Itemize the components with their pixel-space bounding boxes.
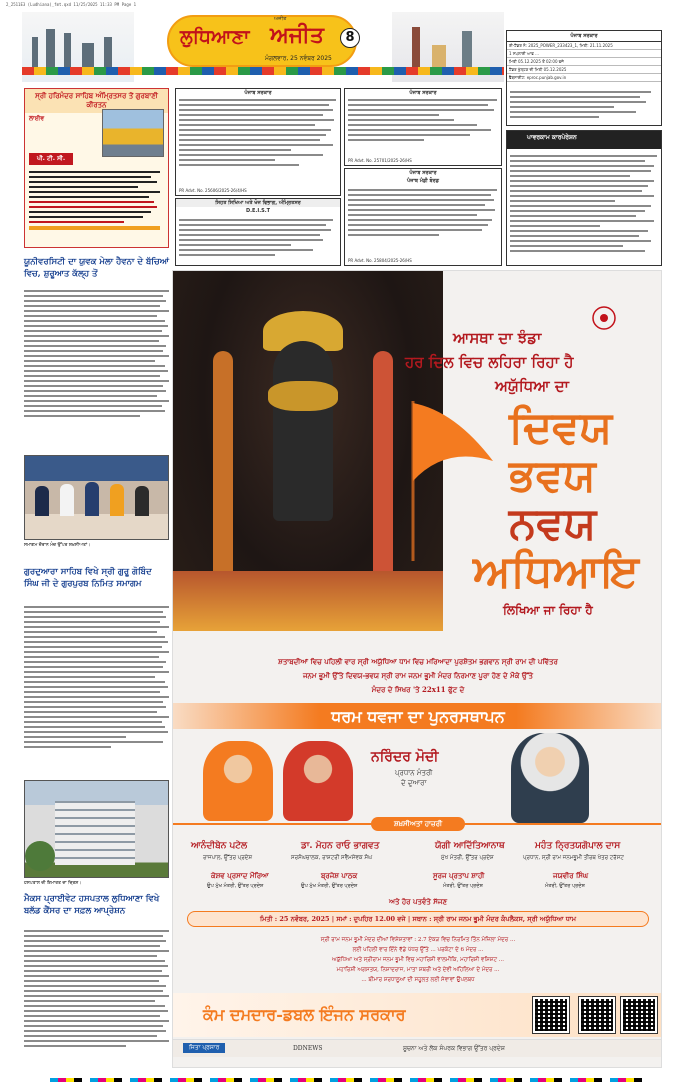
notice-advt-number: PR Advt. No. 25606/2025-26/4/HS: [179, 188, 247, 193]
tender-row: ਮਿਤੀ 05.12.2025 ਤੋਂ 02:00 ਵਜੇ: [507, 58, 661, 66]
temple-features: ਮਹਾਰਿਸ਼ੀ ਅਗਸਤਯ, ਨਿਸ਼ਾਦਰਾਜ, ਮਾਤਾ ਸ਼ਬਰੀ ਅਤੇ ਦੇਵੀ ਅਹਿਲਿਆ ਦੇ ਮੰਦਰ ...: [336, 967, 500, 973]
temple-features: ਲਈ ਪਹਿਲੀ ਵਾਰ ਇੰਨੇ ਵੱਡੇ ਪੱਧਰ ਉੱਤੇ ... ਪਰਕੋਟਾ ਦੇ 6 ਮੰਦਰ ...: [352, 947, 484, 953]
portrait-yogi: [203, 741, 273, 821]
article-headline: ਯੂਨੀਵਰਸਿਟੀ ਦਾ ਯੁਵਕ ਮੇਲਾ ਹੈਵਨਾ ਦੇ ਬੱਚਿਆਂ ਵਿਚ, ਸ਼ੁਰੂਆਤ ਕੱਲ੍ਹ ਤੋਂ: [24, 257, 170, 279]
golden-temple-image: [102, 109, 164, 157]
saffron-flag-icon: [405, 391, 495, 561]
article-body: [24, 930, 169, 1050]
masthead-color-strip: [22, 67, 504, 75]
ad-intro: ਮੰਦਰ ਦੇ ਸਿਖਰ 'ਤੇ 22x11 ਫੁੱਟ ਦੇ: [371, 685, 465, 694]
ad-title: ਸ੍ਰੀ ਹਰਿਮੰਦਰ ਸਾਹਿਬ ਅੰਮ੍ਰਿਤਸਰ ਤੋਂ ਗੁਰਬਾਣੀ ਕੀਰਤਨ: [25, 89, 168, 113]
tender-row: ਟੈਂਡਰ ਖੁੱਲ੍ਹਣ ਦੀ ਮਿਤੀ 05.12.2025: [507, 66, 661, 74]
notice-subheader: D.E.I.S.T: [245, 208, 271, 214]
ad-headline: ਧਰਮ ਧਵਜਾ ਦਾ ਪੁਨਰਸਥਾਪਨ: [331, 707, 505, 726]
guest-name: ਬ੍ਰਜੇਸ਼ ਪਾਠਕ: [321, 871, 358, 880]
chief-guest-name: ਨਰਿੰਦਰ ਮੋਦੀ: [371, 749, 439, 765]
event-stage-photo: [24, 455, 169, 540]
notice-header: ਪੰਜਾਬ ਸਰਕਾਰ: [244, 90, 272, 96]
portrait-prime-minister: [511, 733, 589, 823]
emblem-icon: [591, 305, 617, 331]
tender-row: 1 ਸਪਲਾਈ ਆਫ ...: [507, 50, 661, 58]
ad-headline-word: ਦਿਵਯ: [509, 402, 613, 453]
notice-header: ਸਿਹਤ ਸਿਖਿਆ ਅਤੇ ਖੋਜ ਵਿਭਾਗ, ਅੰਮ੍ਰਿਤਸਰ: [176, 199, 340, 207]
issue-date: ਮੰਗਲਵਾਰ, 25 ਨਵੰਬਰ 2025: [265, 55, 332, 62]
ad-tagline: ਆਸਥਾ ਦਾ ਝੰਡਾ: [453, 329, 542, 347]
tender-row: ਈ-ਟੈਂਡਰ ਨੰ: 2025_POWER_233423_1, ਮਿਤੀ: 21.11.2025: [507, 42, 661, 50]
guest-name: ਜਯਵੀਰ ਸਿੰਘ: [553, 871, 589, 880]
edition-label: ਅਜੀਤ: [274, 16, 287, 22]
footer-right: ਸੂਚਨਾ ਅਤੇ ਲੋਕ ਸੰਪਰਕ ਵਿਭਾਗ ਉੱਤਰ ਪ੍ਰਦੇਸ਼: [403, 1045, 505, 1052]
footer-left: ਜਿਤਾ ਪ੍ਰਸਾਰ: [183, 1043, 225, 1053]
others-note: ਅਤੇ ਹੋਰ ਪਤਵੰਤੇ ਸੱਜਣ: [388, 897, 448, 906]
ad-tagline: ਹਰ ਦਿਲ ਵਿਚ ਲਹਿਰਾ ਰਿਹਾ ਹੈ: [405, 353, 574, 371]
notice-subheader: ਪੰਜਾਬ ਮੰਡੀ ਬੋਰਡ: [406, 178, 440, 184]
ad-headline-word: ਨਵਯ: [509, 498, 597, 549]
notice-advt-number: PR Advt. No. 25701/2025-26/HS: [348, 158, 412, 163]
guest-role: ਰਾਜਪਾਲ, ਉੱਤਰ ਪ੍ਰਦੇਸ਼: [203, 855, 253, 861]
guest-role: ਮੁੱਖ ਮੰਤਰੀ, ਉੱਤਰ ਪ੍ਰਦੇਸ਼: [441, 855, 494, 861]
ad-tagline: ਅਯੁੱਧਿਆ ਦਾ: [495, 377, 569, 395]
ayodhya-temple-ad: [172, 270, 662, 1068]
photo-caption: ਹਸਪਤਾਲ ਦੀ ਇਮਾਰਤ ਦਾ ਦ੍ਰਿਸ਼।: [24, 881, 82, 886]
hospital-building-photo: [24, 780, 169, 878]
govt-notice-4: [344, 168, 502, 266]
ad-headline-word: ਭਵਯ: [509, 450, 596, 501]
ad-tagline: ਲਿਖਿਆ ਜਾ ਰਿਹਾ ਹੈ: [503, 603, 593, 617]
temple-features: ਅਯੁੱਧਿਆ ਅਤੇ ਸ੍ਰੀਰਾਮ ਜਨਮ ਭੂਮੀ ਵਿਚ ਮਹਾਰਿਸ਼ੀ ਵਾਲਮੀਕਿ, ਮਹਾਰਿਸ਼ੀ ਵਸ਼ਿਸ਼ਟ ...: [332, 957, 504, 963]
guest-role: ਸਰਸੰਘਚਾਲਕ, ਰਾਸ਼ਟਰੀ ਸਵੈਮਸੇਵਕ ਸੰਘ: [291, 855, 373, 861]
portrait-governor: [283, 741, 353, 821]
guest-role: ਉਪ ਮੁੱਖ ਮੰਤਰੀ, ਉੱਤਰ ਪ੍ਰਦੇਸ਼: [301, 883, 358, 889]
ram-lalla-idol-image: [173, 271, 443, 631]
newspaper-brand: ਅਜੀਤ: [270, 22, 324, 48]
kirtan-broadcast-ad: [24, 88, 169, 248]
notice-header: ਪੰਜਾਬ ਸਰਕਾਰ: [409, 170, 437, 176]
footer-mid: DDNEWS: [293, 1045, 323, 1052]
chief-guest-role: ਦੇ ਦੁਆਰਾ: [401, 779, 427, 787]
guest-role: ਮੰਤਰੀ, ਉੱਤਰ ਪ੍ਰਦੇਸ਼: [443, 883, 483, 889]
guest-role: ਉਪ ਮੁੱਖ ਮੰਤਰੀ, ਉੱਤਰ ਪ੍ਰਦੇਸ਼: [207, 883, 264, 889]
guest-name: ਮਹੰਤ ਨ੍ਰਿਤਯਗੋਪਾਲ ਦਾਸ: [535, 841, 621, 851]
channel-badge: ਪੀ. ਟੀ. ਸੀ.: [29, 153, 73, 165]
chief-guest-role: ਪ੍ਰਧਾਨ ਮੰਤਰੀ: [395, 769, 433, 777]
tender-row: ਵੈੱਬਸਾਈਟ: eproc.punjab.gov.in: [507, 74, 661, 82]
notice-header: ਪੰਜਾਬ ਸਰਕਾਰ: [409, 90, 437, 96]
corporation-name: ਪਾਵਰਕਾਮ ਕਾਰਪੋਰੇਸ਼ਨ: [507, 131, 661, 149]
article-body: [24, 606, 169, 751]
article-headline: ਮੈਕਸ ਪ੍ਰਾਈਵੇਟ ਹਸਪਤਾਲ ਲੁਧਿਆਣਾ ਵਿਖੇ ਬਲੱਡ ਕੈਂਸਰ ਦਾ ਸਫ਼ਲ ਆਪ੍ਰੇਸ਼ਨ: [24, 894, 160, 916]
qr-code-icon: [621, 997, 657, 1033]
guest-name: ਯੋਗੀ ਆਦਿੱਤਿਆਨਾਥ: [435, 841, 505, 851]
photo-caption: ਸਮਾਗਮ ਦੌਰਾਨ ਮੰਚ ਉੱਪਰ ਸ਼ਖ਼ਸੀਅਤਾਂ।: [24, 543, 91, 548]
guests-label: ਸ਼ਖ਼ਸੀਅਤਾਂ ਹਾਜ਼ਰੀ: [371, 817, 465, 831]
ad-headline-word: ਅਧਿਆਇ: [473, 546, 639, 597]
temple-features: ... ਬੀਮਾਰ ਸ਼ਰਧਾਲੂਆਂ ਦੀ ਸਹੂਲਤ ਲਈ ਸੇਵਾਵਾਂ ਉਪਲਬਧ: [361, 977, 475, 983]
qr-code-icon: [533, 997, 569, 1033]
article-body: [24, 290, 169, 420]
qr-code-icon: [579, 997, 615, 1033]
guest-name: ਆਨੰਦੀਬੇਨ ਪਟੇਲ: [191, 841, 248, 851]
ad-intro: ਸ਼ਤਾਬਦੀਆਂ ਵਿਚ ਪਹਿਲੀ ਵਾਰ ਸ੍ਰੀ ਅਯੁੱਧਿਆ ਧਾਮ ਵਿਚ ਮਰਿਆਦਾ ਪੁਰਸ਼ੋਤਮ ਭਗਵਾਨ ਸ੍ਰੀ ਰਾਮ ਦੀ ਪਵਿੱਤਰ: [278, 657, 558, 666]
guest-role: ਪ੍ਰਧਾਨ, ਸ੍ਰੀ ਰਾਮ ਜਨਮਭੂਮੀ ਤੀਰਥ ਖੇਤਰ ਟਰੱਸਟ: [523, 855, 624, 861]
temple-features: ਸ੍ਰੀ ਰਾਮ ਜਨਮ ਭੂਮੀ ਮੰਦਰ ਦੀਆਂ ਵਿਸ਼ੇਸ਼ਤਾਵਾਂ : 2.7 ਏਕੜ ਵਿਚ ਨਿਰਮਿਤ ਤਿੰਨ ਮੰਜ਼ਿਲਾ ਮੰਦਰ ...: [320, 937, 516, 943]
tender-notice-top-right: [506, 30, 662, 126]
bottom-slogan: ਕੰਮ ਦਮਦਾਰ-ਡਬਲ ਇੰਜਨ ਸਰਕਾਰ: [203, 1005, 406, 1024]
page-number: 8: [340, 28, 360, 48]
masthead: [22, 12, 504, 82]
govt-notice-3: [175, 198, 341, 266]
guest-name: ਡਾ. ਮੋਹਨ ਰਾਓ ਭਾਗਵਤ: [301, 841, 380, 851]
edition-name: ਲੁਧਿਆਣਾ: [180, 26, 250, 48]
notice-advt-number: PR Advt. No. 25804/2025-26/HS: [348, 258, 412, 263]
tender-header: ਪੰਜਾਬ ਸਰਕਾਰ: [507, 31, 661, 42]
event-schedule: ਮਿਤੀ : 25 ਨਵੰਬਰ, 2025 | ਸਮਾਂ : ਦੁਪਹਿਰ 12.00 ਵਜੇ | ਸਥਾਨ : ਸ੍ਰੀ ਰਾਮ ਜਨਮ ਭੂਮੀ ਮੰਦਰ ਕੰਪਲੈਕਸ, ਸ੍ਰੀ ਅਯੁੱਧਿਆ ਧਾਮ: [259, 915, 576, 923]
print-color-bar: [50, 1078, 650, 1082]
govt-notice-1: [175, 88, 341, 196]
govt-notice-2: [344, 88, 502, 166]
print-slug: 2_2511E3 (Ludhiana)_fmt.qxd 11/25/2025 11:33 PM Page 1: [6, 2, 137, 7]
ad-intro: ਜਨਮ ਭੂਮੀ ਉੱਤੇ ਦਿਵਯ-ਭਵਯ ਸ੍ਰੀ ਰਾਮ ਜਨਮ ਭੂਮੀ ਮੰਦਰ ਨਿਰਮਾਣ ਪੂਰਾ ਹੋਣ ਦੇ ਮੌਕੇ ਉੱਤੇ: [302, 671, 534, 680]
guest-name: ਕੇਸ਼ਵ ਪ੍ਰਸਾਦ ਮੌਰਿਆ: [211, 871, 269, 880]
ad-subtitle: ਲਾਈਵ: [29, 115, 45, 122]
guest-role: ਮੰਤਰੀ, ਉੱਤਰ ਪ੍ਰਦੇਸ਼: [545, 883, 585, 889]
guest-name: ਸੂਰਜ ਪ੍ਰਤਾਪ ਸ਼ਾਹੀ: [433, 871, 485, 880]
power-corporation-notice: [506, 130, 662, 266]
article-headline: ਗੁਰਦੁਆਰਾ ਸਾਹਿਬ ਵਿਖੇ ਸ੍ਰੀ ਗੁਰੂ ਗੋਬਿੰਦ ਸਿੰਘ ਜੀ ਦੇ ਗੁਰਪੁਰਬ ਨਿਮਿਤ ਸਮਾਗਮ: [24, 567, 152, 589]
